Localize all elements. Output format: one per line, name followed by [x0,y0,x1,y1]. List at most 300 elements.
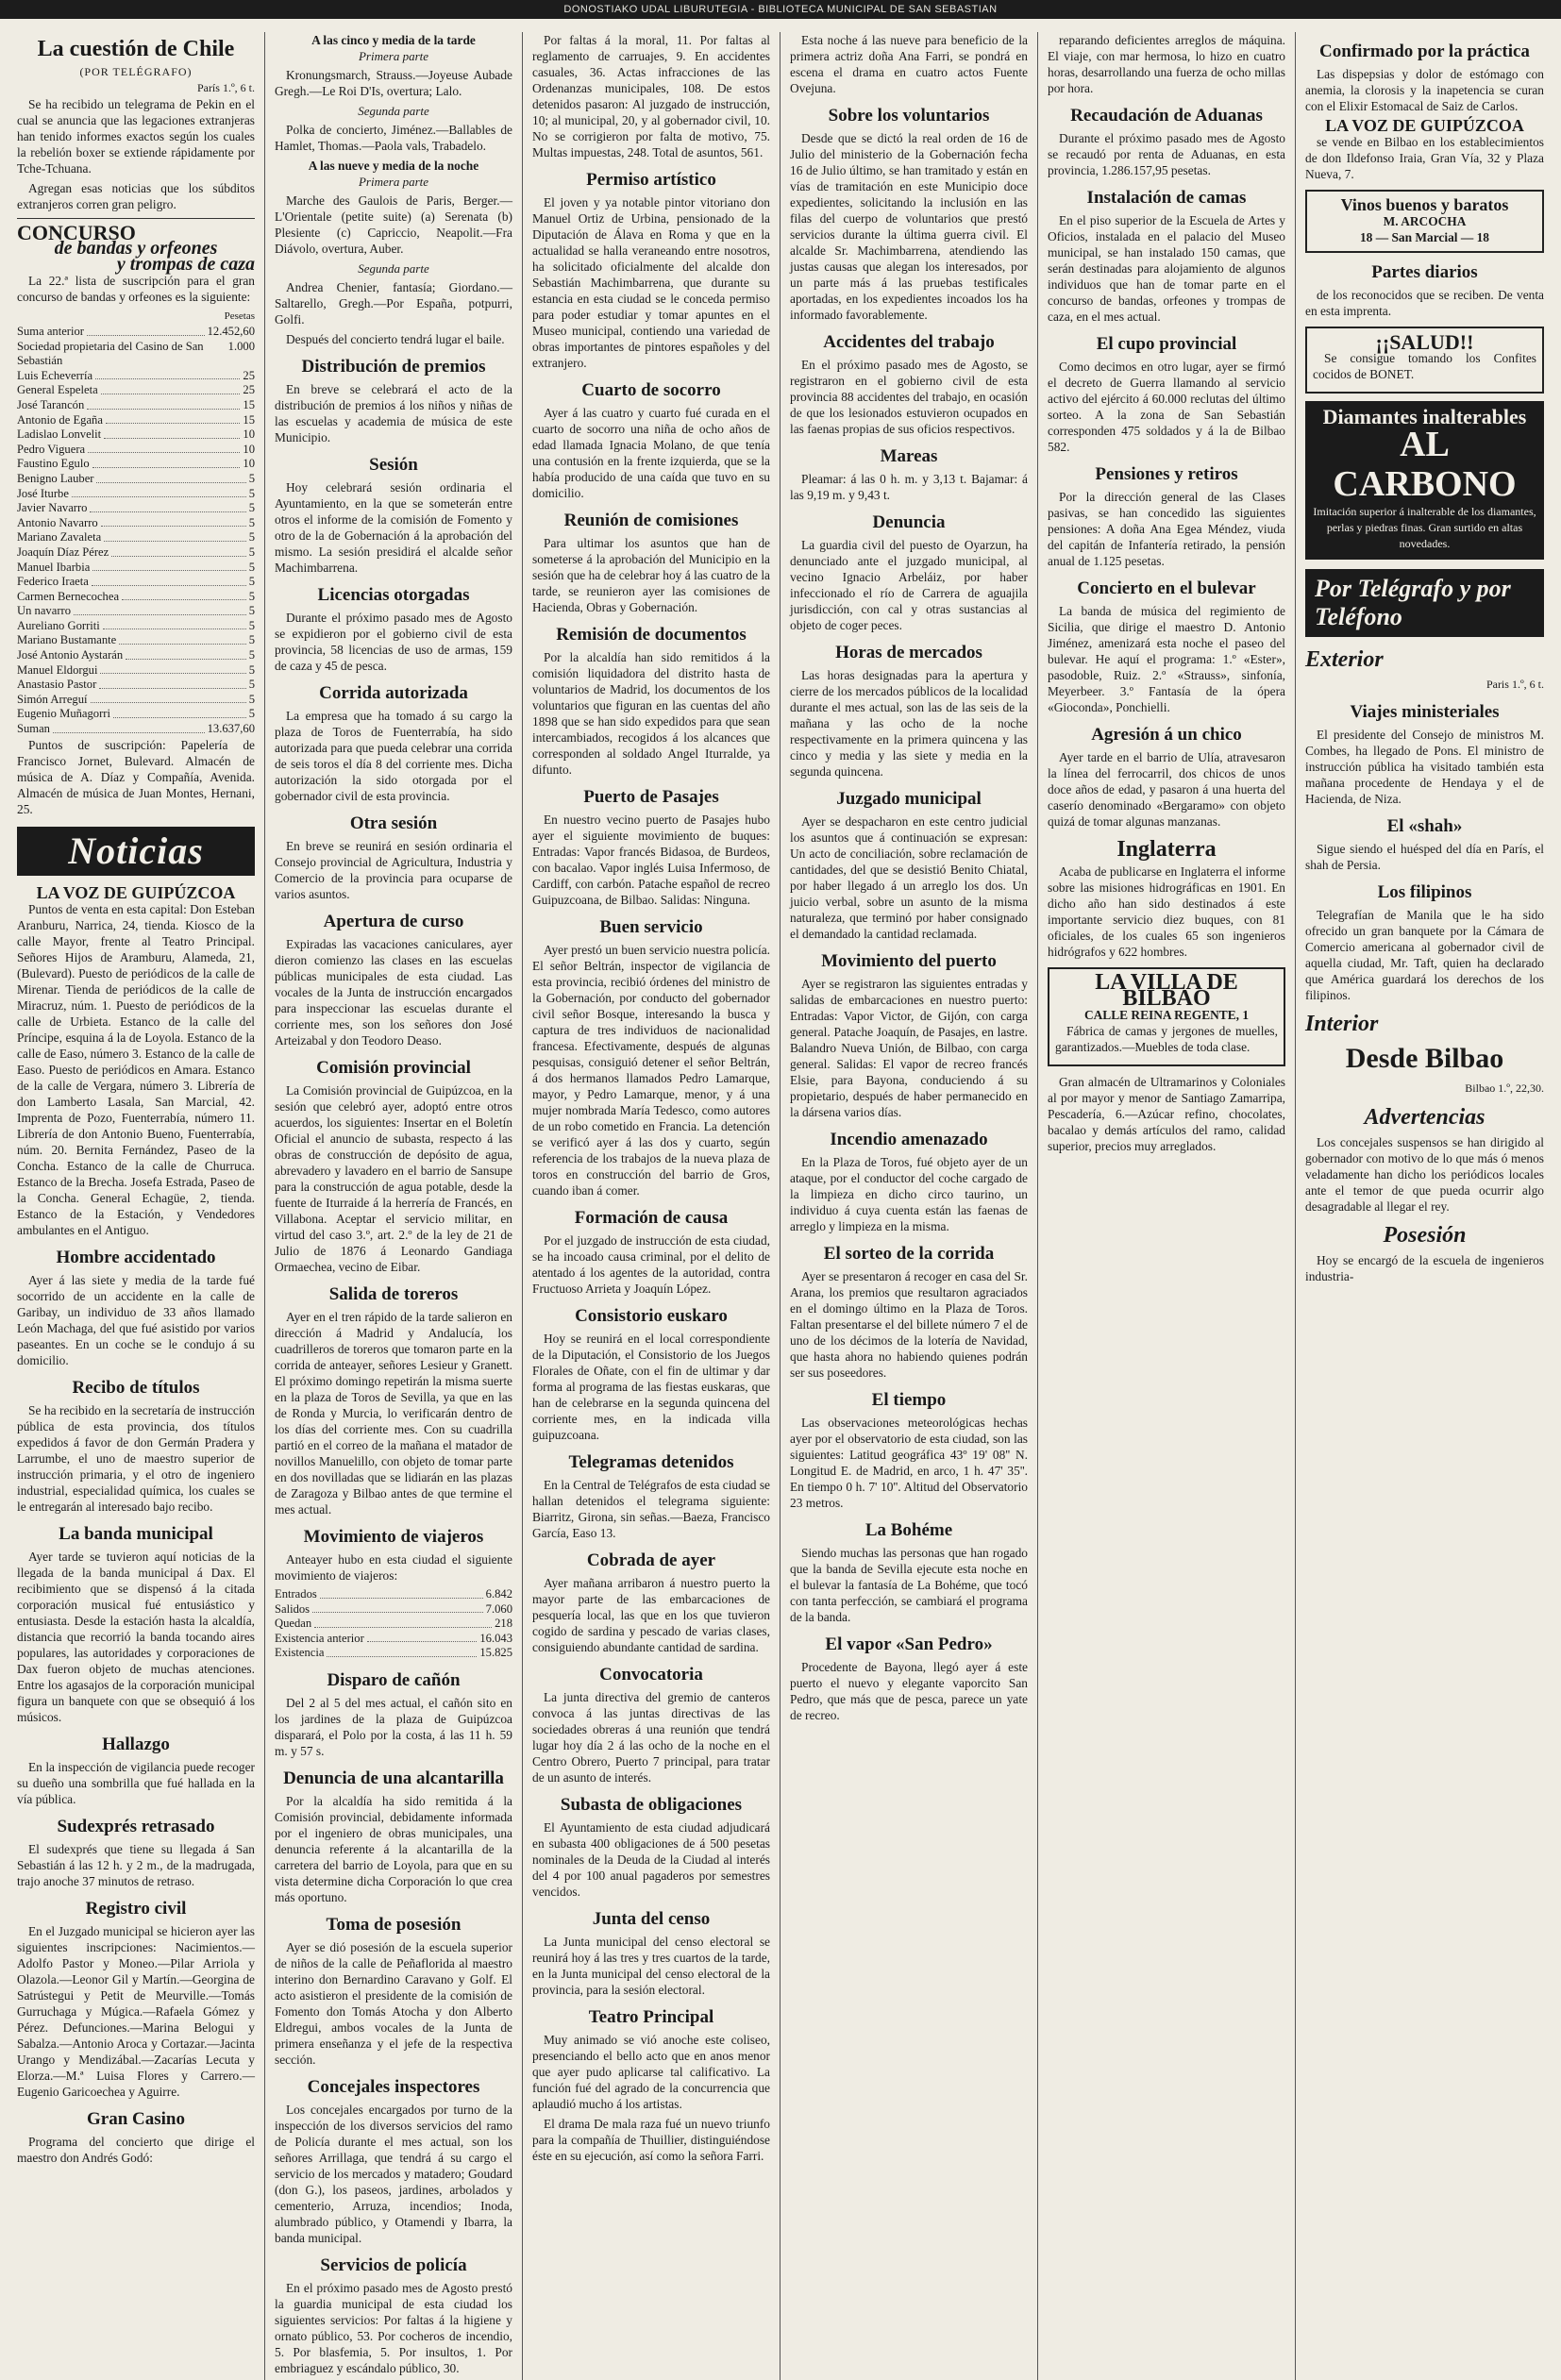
paragraph: Se consigue tomando los Confites cocidos de BONET. [1313,351,1536,381]
list-row-label: Luis Echeverría [17,368,93,382]
list-row-label: Mariano Zavaleta [17,530,102,545]
section-label: Interior [1305,1012,1379,1036]
leader-dots [367,1632,478,1643]
ad-salud [1305,327,1544,394]
paragraph: Esta noche á las nueve para beneficio de la primera actriz doña Ana Farri, se pondrá en escena el drama en cuatro actos Fuente Ovejuna. [790,33,1028,95]
list-row-label: Existencia anterior [275,1631,364,1645]
column-3 [523,32,780,2380]
leader-dots [95,369,240,380]
list-row-label: Manuel Ibarbia [17,560,91,574]
list-row-value: 5 [248,633,255,647]
section-heading: Partes diarios [1371,262,1478,282]
section-heading: Hallazgo [102,1734,170,1754]
section-heading: Junta del censo [592,1909,711,1929]
list-row-label: Mariano Bustamante [17,633,117,647]
section-heading: El sorteo de la corrida [823,1244,995,1264]
paragraph: Del 2 al 5 del mes actual, el cañón sito en los jardines de la plaza de Guipúzcoa disparará, el Polo por la costa, á las 11 h. 59 m. y 57 s. [275,1695,512,1758]
leader-dots [111,545,245,557]
list-row-value: 10 [243,427,255,442]
paragraph: El presidente del Consejo de ministros M. Combes, ha llegado de Pons. El ministro de instrucción pública ha visitado también esta mañana procedente de Hendaya y el de Hacienda, de Niza. [1305,728,1544,806]
column-2 [265,32,523,2380]
list-row [275,1617,512,1632]
list-row-value: 5 [248,515,255,529]
paragraph: Procedente de Bayona, llegó ayer á este puerto el nuevo y elegante vaporcito San Pedro, que más que de pesca, parece un yate de recreo. [790,1660,1028,1722]
section-heading: Toma de posesión [326,1914,462,1935]
list-row-label: Javier Navarro [17,501,88,515]
section-heading: Buen servicio [599,917,703,937]
leader-dots [104,427,240,439]
paragraph: Las observaciones meteorológicas hechas ayer por el observatorio de esta ciudad, son las siguientes: Latitud geográfica 43º 19' 08'' N. Longitud E. de Madrid, en arco, 1 h. 47' 35''. En tiempo 0 h. 7' 10''. Altitud del Observatorio 23 metros. [790,1416,1028,1510]
list-row-value: 5 [248,501,255,515]
column-1 [8,32,265,2380]
list-row-label: Benigno Lauber [17,471,94,485]
list-row-label: Eugenio Muñagorri [17,707,110,721]
list-row [17,340,255,369]
list-row-value: 25 [243,368,255,382]
section-heading: Viajes ministeriales [1350,702,1500,722]
section-heading: Remisión de documentos [556,625,747,645]
list-row [17,633,255,648]
list-row [17,457,255,472]
section-heading: Mareas [880,446,938,466]
list-row [17,707,255,722]
section-heading: Gran Casino [87,2108,185,2129]
paragraph: La empresa que ha tomado á su cargo la plaza de Toros de Fuenterrabía, ha sido autorizada para que pueda celebrar una corrida de seis toros el día 8 del corriente mes. Dicha autorización la sido otorgada por el gobernador civil de esta provincia. [275,709,512,803]
section-heading: Incendio amenazado [830,1130,988,1149]
paragraph: Ayer mañana arribaron á nuestro puerto la mayor parte de las embarcaciones de pesquería local, las que en los que tuvieron cogido de sardina y pescado de varias clases, consiguiendo abundante cantidad de sardina. [532,1576,770,1654]
section-heading: Corrida autorizada [319,683,468,703]
paragraph: Polka de concierto, Jiménez.—Ballables de Hamlet, Thomas.—Paola vals, Trabadelo. [275,123,512,153]
ad-title: ¡¡SALUD!! [1375,330,1474,354]
list-row-label: General Espeleta [17,383,98,397]
section-heading: Sudexprés retrasado [57,1816,215,1836]
section-heading: Salida de toreros [328,1284,459,1304]
leader-dots [314,1617,492,1628]
section-heading: Convocatoria [599,1665,703,1684]
paragraph: Hoy se reunirá en el local correspondiente de la Diputación, el Consistorio de los Juegos Florales de Oñate, con el fin de ultimar y dar forma al programa de las fiestas euskaras, que han de celebrarse en la segunda quincena del corriente mes, en la indicada villa guipuzcoana. [532,1332,770,1442]
paragraph: Los concejales encargados por turno de la inspección de los diversos servicios del ramo de Policía durante el mes actual, son los señores Arrillaga, que tendrá á su cargo el servicio de los mercados y matadero; Goudard (don G.), los paseos, jardines, arbolados y cementerio, Arruza, incendios; Inoda, alumbrado público, y Otamendi y Ibarra, la banda municipal. [275,2102,512,2245]
leader-dots [106,413,240,425]
list-row-value: 5 [248,648,255,662]
section-label: Exterior [1305,647,1384,672]
list-row-value: 5 [248,678,255,692]
paragraph: La Comisión provincial de Guipúzcoa, en la sesión que celebró ayer, adoptó entre otros acuerdos, los siguientes: Insertar en el Boletín Oficial el anuncio de subasta, respecto á las obras de construcción de depósito de agua, abrevadero y lavadero en el barrio de Sansupe para la construcción de agua potable, desde la fuente de Iturraide á la herrería de Francés, en Villabona. Aceptar el servicio militar, en virtud del caso 3.º, art. 2.º de la ley de 21 de Julio de 1876 á Leonardo Gandiaga Ormaechea, vecino de Eibar. [275,1083,512,1274]
leader-dots [101,516,246,528]
paragraph: Ayer tarde en el barrio de Ulía, atravesaron la línea del ferrocarril, dos chicos de unos doce años de edad, y pasaron á una huerta del caserío denominado «Bergaramo» con objeto quizá de tomar algunas manzanas. [1048,750,1285,829]
list-row [275,1602,512,1617]
section-heading: Pensiones y retiros [1095,464,1238,484]
paragraph: Ayer se registraron las siguientes entradas y salidas de embarcaciones en nuestro puerto: Entradas: Vapor Victor, de Gijón, con carga general. Patache Joaquín, de Pasajes, en lastre. Balandro Nueva Unión, de Bilbao, con carga general. Salidas: El vapor de recreo francés Elsie, para Bayona, conduciendo á su propietario, después de haber permanecido en la dársena varios días. [790,977,1028,1119]
list-row [17,325,255,340]
list-row-value: 5 [248,692,255,706]
section-heading: Subasta de obligaciones [560,1795,743,1815]
section-heading: El vapor «San Pedro» [825,1634,993,1654]
paragraph: Gran almacén de Ultramarinos y Coloniales al por mayor y menor de Santiago Zamarripa, Pescadería, 6.—Azúcar refino, chocolates, bacalao y demás artículos del ramo, calidad superior, precios muy arreglados. [1048,1075,1285,1153]
list-row-value: 5 [248,545,255,559]
paragraph: Telegrafían de Manila que le ha sido ofrecido un gran banquete por la Cámara de Comercio americana al gobernador civil de aquella ciudad, Mr. Taft, quien ha declarado que América guardará los derechos de los filipinos. [1305,908,1544,1002]
list-row-value: 5 [248,604,255,618]
ad-title: LA VILLA DE BILBAO [1095,970,1238,1011]
paragraph: En la inspección de vigilancia puede recoger su dueño una sombrilla que fué hallada en la vía pública. [17,1759,255,1806]
leader-dots [99,678,245,689]
paragraph: Pleamar: á las 0 h. m. y 3,13 t. Bajamar: á las 9,19 m. y 9,43 t. [790,472,1028,502]
section-heading: La banda municipal [59,1523,213,1544]
paragraph: Ayer prestó un buen servicio nuestra policía. El señor Beltrán, inspector de vigilancia de esta provincia, recibió órdenes del ministro de la Gobernación, por conducto del gobernador civil señor Bosque, interesando la busca y captura de tres individuos de nacionalidad francesa. Efectivamente, después de algunas pesquisas, consiguió detener el señor Beltrán, á dos hermanos llamados Pedro Lamarque, mayor, y Pedro Lamarque, menor, y á una mujer nombrada María Tedesco, como autores de un robo cometido en Francia. La detención se verificó ayer á las dos y cuarto, según referencia de los trabajos de la nueva plaza de toros en construcción del barrio de Gros, cuando iban á comer. [532,943,770,1198]
list-row [275,1632,512,1647]
list-row-label: Manuel Eldorgui [17,662,98,677]
paragraph: Kronungsmarch, Strauss.—Joyeuse Aubade Gregh.—Le Roi D'Is, overtura; Lalo. [275,68,512,98]
leader-dots [104,530,246,542]
dateline: París 1.º, 6 t. [196,81,255,94]
leader-dots [88,443,240,454]
list-row [17,487,255,502]
leader-dots [92,561,245,572]
paragraph: Anteayer hubo en esta ciudad el siguiente movimiento de viajeros: [275,1552,512,1583]
section-heading: Advertencias [1364,1105,1485,1130]
list-row-value: 13.637,60 [207,722,255,736]
list-row-label: Entrados [275,1587,317,1601]
section-heading: A las cinco y media de la tarde [311,33,476,47]
paragraph: En el piso superior de la Escuela de Artes y Oficios, instalada en el palacio del Museo municipal, se han instalado 150 camas, que serán destinadas para alojamiento de algunos individuos que han de tomar parte en el concurso de bandas, orfeones y trompas de caza, en el mes actual. [1048,213,1285,324]
list-row [17,590,255,605]
list-row-value: 5 [248,618,255,632]
paragraph: Expiradas las vacaciones caniculares, ayer dieron comienzo las clases en las escuelas públicas municipales de esta ciudad. Las vocales de la Junta de instrucción encargados para inspeccionar las escuelas durante el corriente mes, son los señores don José Arteizabal y don Teodoro Deaso. [275,937,512,1048]
paragraph: Ayer en el tren rápido de la tarde salieron en dirección á Madrid y Andalucía, los cuadrilleros de toreros que tomaron parte en la corrida de anteayer, señores Lesieur y Granett. El próximo domingo repetirán la misma suerte en la plaza de Toros de Sevilla, ya que en las de Ronda y Murcia, lo verificarán dentro de los días del corriente mes. Con su cuadrilla partió en el correo de la mañana el matador de novillos Manuelillo, con objeto de tomar parte en dos novilladas que se lidiarán en las plazas de Zaragoza y Bilbao antes de que termine el mes actual. [275,1310,512,1517]
list-row-label: Suman [17,722,50,736]
list-row-label: Salidos [275,1601,311,1616]
section-heading: Sesión [369,455,418,475]
paragraph: Los concejales suspensos se han dirigido al gobernador con motivo de lo que más ó menos veladamente han dicho los periódicos locales ante el temor de que pueda ocurrir algo desagradable al llegar el rey. [1305,1135,1544,1214]
list-row-value: 7.060 [485,1601,512,1616]
column-4 [780,32,1038,2380]
ad-text: Imitación superior á inalterable de los diamantes, perlas y piedras finas. Gran surtido en altas novedades. [1313,505,1536,550]
list-row-value: 5 [248,530,255,545]
paragraph: Durante el próximo pasado mes de Agosto se recaudó por renta de Aduanas, en esta provincia, 1.286.157,95 pesetas. [1048,131,1285,177]
section-heading: Servicios de policía [320,2254,467,2275]
section-heading: Reunión de comisiones [563,511,739,530]
leader-dots [312,1602,483,1614]
list-row [17,443,255,458]
paragraph: Ayer se despacharon en este centro judicial los asuntos que á continuación se expresan: Un acto de conciliación, sobre reclamación de cantidades, del que se desistió Benito Chiatal, por haber llegado á un arreglo los dos. Un juicio verbal, sobre un asunto de la misma naturaleza, que terminó por haber consignado el demandado la cantidad reclamada. [790,814,1028,941]
section-heading: Permiso artístico [586,170,716,190]
column-6 [1296,32,1553,2380]
section-title: LA VOZ DE GUIPÚZCOA [1325,116,1524,135]
list-row-label: Joaquín Díaz Pérez [17,545,109,559]
paragraph: En el próximo pasado mes de Agosto, se registraron en el gobierno civil de esta provincia 88 accidentes del trabajo, en ocasión de que los lesionados estuvieron ocupados en las faenas propias de sus oficios respectivos. [790,358,1028,436]
section-heading: Cobrada de ayer [586,1550,716,1570]
section-heading: Recibo de títulos [72,1377,200,1398]
list-row [17,561,255,576]
section-heading: Teatro Principal [588,2007,714,2027]
ad-diamantes [1305,401,1544,560]
list-row [17,530,255,545]
list-row-label: José Iturbe [17,486,69,500]
paragraph: Las horas designadas para la apertura y cierre de los mercados públicos de la localidad durante el mes actual, son las de las seis de la mañana y las ocho de la noche respectivamente en la primera quincena y las cinco y media y las siete y media en la segunda quincena. [790,668,1028,779]
paragraph: Las dispepsias y dolor de estómago con anemia, la clorosis y la inapetencia se curan con el Elixir Estomacal de Saiz de Carlos. [1305,67,1544,113]
list-row-value: 10 [243,457,255,471]
list-row-label: Ladislao Lonvelit [17,427,102,442]
section-heading: La Bohéme [864,1520,953,1540]
paragraph: El Ayuntamiento de esta ciudad adjudicará en subasta 400 obligaciones de á 500 pesetas nominales de la Deuda de la Ciudad al interés del 4 por 100 anual pagaderos por semestres vencidos. [532,1820,770,1899]
section-heading: Posesión [1383,1223,1467,1248]
paragraph: Se ha recibido un telegrama de Pekin en el cual se anuncia que las legaciones extranjeras han tenido informes exactos según los cuales la rebelión boxer se extiende rápidamente por Tche-Tchuana. [17,97,255,176]
leader-dots [113,707,246,718]
paragraph: Acaba de publicarse en Inglaterra el informe sobre las misiones hidrográficas en 1901. En dicho año han sido destinados á este importante servicio diez buques, con 81 oficiales, de los cuales 65 son ingenieros hidrógrafos y 622 hombres. [1048,864,1285,959]
list-row [17,398,255,413]
list-row-label: Sociedad propietaria del Casino de San Sebastián [17,339,204,368]
section-heading: Cuarto de socorro [581,380,721,400]
section-heading: Confirmado por la práctica [1319,42,1530,61]
section-heading: Movimiento de viajeros [303,1527,484,1547]
list-row-value: 6.842 [485,1587,512,1601]
paragraph: se vende en Bilbao en los establecimientos de don Ildefonso Iraia, Gran Vía, 32 y Plaza Nueva, 7. [1305,135,1544,181]
leader-dots [72,487,246,498]
paragraph: En breve se reunirá en sesión ordinaria el Consejo provincial de Agricultura, Industria y Comercio de la provincia para ocuparse de varios asuntos. [275,839,512,901]
list-row-value: 15.825 [479,1646,512,1660]
divider [17,218,255,219]
ad-villa-bilbao [1048,967,1285,1066]
sub-heading: Primera parte [358,49,429,63]
paragraph: Ayer tarde se tuvieron aquí noticias de la llegada de la banda municipal á Dax. El recibimiento que se dispensó á la citada corporación musical fué entusiástico y entusiasta. Desde la estación hasta la alcaldía, distancia que recorrió la banda tocando aires populares, las autoridades y corporaciones de Dax fueron objeto de muchas atenciones. Entre los agasajos de la corporación municipal figura un banquete con que se obsequió á los músicos. [17,1549,255,1724]
paragraph: Marche des Gaulois de Paris, Berger.—L'Orientale (petite suite) (a) Serenata (b) Plesiente (c) Capriccio, Neapolit.—Fra Diávolo, overtura, Auber. [275,193,512,256]
section-heading: Movimiento del puerto [821,951,997,971]
list-row [17,545,255,561]
leader-dots [74,604,246,615]
leader-dots [87,398,240,410]
list-row-value: 15 [243,412,255,427]
section-heading: Otra sesión [349,813,438,833]
list-row-label: Pedro Viguera [17,442,86,456]
leader-dots [100,663,245,675]
leader-dots [90,501,245,512]
section-heading: Concierto en el bulevar [1077,578,1256,598]
list-row-value: 25 [243,383,255,397]
list-row [17,413,255,428]
leader-dots [53,722,205,733]
section-heading: Licencias otorgadas [317,585,470,605]
paragraph: En el Juzgado municipal se hicieron ayer las siguientes inscripciones: Nacimientos.—Adolfo Pastor y Moneo.—Pilar Arriola y Olazola.—Leonor Gil y Martín.—Georgina de Satrústegui y Petit de Meurville.—Tomás Gurruchaga y Múgica.—Rafaela Gómez y Pérez. Defunciones.—Marina Belogui y Sabalza.—Antonio Aroca y Cortazar.—Jacinta Urango y Mendizábal.—Zacarías Lecuta y Elorza.—M.ª Luisa Flores y Carrero.—Eugenio Garicoechea y Aguirre. [17,1923,255,2099]
list-row-value: 5 [248,575,255,589]
section-heading: Instalación de camas [1086,188,1247,208]
list-row-label: José Antonio Aystarán [17,648,124,662]
list-row-label: Anastasio Pastor [17,678,97,692]
list-row-value: 5 [248,560,255,574]
ad-subtitle: M. ARCOCHA [1383,214,1467,228]
list-row [17,604,255,619]
list-row [17,663,255,679]
paragraph: Por la alcaldía ha sido remitida á la Comisión provincial, debidamente informada por el ingeniero de obras municipales, una denuncia referente á la alcantarilla de la carretera del barrio de Loyola, para que en su vista determine dicha Corporación lo que crea más oportuno. [275,1793,512,1904]
section-heading: Telegramas detenidos [568,1452,734,1472]
paragraph: Programa del concierto que dirige el maestro don Andrés Godó: [17,2134,255,2165]
paragraph: La 22.ª lista de suscripción para el gran concurso de bandas y orfeones es la siguiente: [17,274,255,304]
paragraph: Sigue siendo el huésped del día en París, el shah de Persia. [1305,842,1544,872]
paragraph: Desde que se dictó la real orden de 16 de Julio del ministerio de la Gobernación fecha 16 de Julio último, se han tramitado y están en vías de tramitación en este Municipio doce expedientes, solicitando la inclusión en las filas del cuerpo de voluntarios que prestó servicios durante la última guerra civil. El alcalde Sr. Machimbarrena, atendiendo las justas causas que alegan los interesados, por un parte más á las pruebas testificales aportadas, en los expedientes incoados los ha informado favorablemente. [790,131,1028,322]
ad-address: 18 — San Marcial — 18 [1359,230,1489,244]
paragraph: En la Central de Telégrafos de esta ciudad se hallan detenidos el telegrama siguiente: Biarritz, Girona, sin señas.—Baeza, Francisco García, Easo 13. [532,1478,770,1540]
list-row-value: 1.000 [227,339,255,353]
section-heading: Distribución de premios [301,357,486,377]
section-heading: Disparo de cañón [327,1669,461,1690]
list-row-label: José Tarancón [17,397,85,411]
leader-dots [320,1587,483,1599]
paragraph: Por faltas á la moral, 11. Por faltas al reglamento de carruajes, 9. En accidentes casuales, 36. Actas infracciones de las Ordenanzas municipales, 108. De estos detenidos pasaron: Al juzgado de instrucción, 10; al municipal, 20, y al gobernador civil, 10. No se corrigieron por falta de motivo, 75. Multas impuestas, 248. Total de asuntos, 561. [532,33,770,159]
list-row-label: Antonio de Egaña [17,412,103,427]
paragraph: Hoy se encargó de la escuela de ingenieros industria- [1305,1253,1544,1283]
paragraph: Agregan esas noticias que los súbditos extranjeros corren gran peligro. [17,181,255,211]
list-row [17,383,255,398]
list-row [17,648,255,663]
list-row-label: Antonio Navarro [17,515,98,529]
section-heading: Denuncia de una alcantarilla [283,1768,504,1788]
leader-dots [91,693,246,704]
list-row-value: 5 [248,662,255,677]
paragraph: Hoy celebrará sesión ordinaria el Ayuntamiento, en la que se someterán entre otros el informe de la comisión de Fomento y otro de la de Gobernación á la aprobación del mismo. La sesión presidirá el alcalde señor Machimbarrena. [275,480,512,575]
list-row-label: Simón Arreguí [17,692,88,706]
list-row-value: 5 [248,707,255,721]
list-row-label: Suma anterior [17,325,84,338]
paragraph: Durante el próximo pasado mes de Agosto se expidieron por el gobierno civil de esta provincia, 58 licencias de uso de armas, 159 de caza y 45 de pesca. [275,611,512,673]
list-row [17,678,255,693]
paragraph: Puntos de suscripción: Papelería de Francisco Jornet, Bulevard. Almacén de música de A. Díaz y Compañía, Avenida. Almacén de música de Juan Montes, Hernani, 25. [17,737,255,816]
paragraph: En el próximo pasado mes de Agosto prestó la guardia municipal de esta ciudad los siguientes servicios: Por faltas á la higiene y ornato público, 53. Por cocheros de incendio, 5. Por blasfemia, 5. Por insultos, 1. Por embriaguez y escándalo público, 30. [275,2280,512,2375]
list-row [275,1587,512,1602]
section-heading: Puerto de Pasajes [583,787,719,807]
list-header: Pesetas [224,310,255,322]
paragraph: Para ultimar los asuntos que han de someterse á la aprobación del Municipio en la sesión que ha de celebrar hoy á las cuatro de la tarde, se reunieron ayer las comisiones de Hacienda, Obras y Gobernación. [532,536,770,614]
list-row-value: 12.452,60 [207,325,255,338]
paragraph: Siendo muchas las personas que han rogado que la banda de Sevilla ejecute esta noche en el bulevar la fantasía de La Bohéme, que tocó con tanta perfección, se cambiará el programa de la banda. [790,1546,1028,1624]
section-heading: El tiempo [871,1390,947,1410]
list-row [17,501,255,516]
paragraph: La junta directiva del gremio de canteros convoca á las juntas directivas de las sociedades obreras á una reunión que tendrá lugar hoy día 2 á las ocho de la noche en el Centro Obrero, Puerto 7 principal, para tratar de un asunto de interés. [532,1690,770,1785]
section-heading: El «shah» [1386,816,1463,836]
paragraph: En la Plaza de Toros, fué objeto ayer de un ataque, por el conductor del coche cargado de la limpieza en dicho circo taurino, un individuo á cuya cuenta están las faenas de arreglo y limpieza en la misma. [790,1155,1028,1233]
list-row-label: Carmen Bernecochea [17,589,120,603]
paragraph: Ayer se dió posesión de la escuela superior de niños de la calle de Peñaflorida al maestro interino don Bernardino Caravano y Golf. El acto asistieron el presidente de la comisión de Fomento don Tomás Atocha y don Alberto Eldregui, ambos vocales de la Junta de primera enseñanza y el jefe de la respectiva sección. [275,1939,512,2067]
section-heading: Juzgado municipal [836,789,982,809]
section-heading: Hombre accidentado [56,1247,216,1267]
sub-heading: Primera parte [358,175,429,189]
leader-dots [87,325,205,336]
section-heading: Recaudación de Aduanas [1070,106,1263,126]
list-row [17,619,255,634]
subscription-list [17,325,255,737]
list-row [17,472,255,487]
paragraph: Como decimos en otro lugar, ayer se firmó el decreto de Guerra llamando al servicio activo del ejército á 60.000 reclutas del último sorteo. A la zona de San Sebastián corresponden 475 soldados y á la de Bilbao 582. [1048,360,1285,454]
section-heading: Inglaterra [1116,837,1217,862]
section-heading: Horas de mercados [835,643,982,662]
archive-header: DONOSTIAKO UDAL LIBURUTEGIA - BIBLIOTECA MUNICIPAL DE SAN SEBASTIAN [0,0,1561,19]
list-row-value: 5 [248,471,255,485]
list-row-label: Un navarro [17,604,71,618]
telegrafo-banner: Por Telégrafo y por Teléfono [1305,569,1544,637]
ad-title: Vinos buenos y baratos [1340,195,1509,214]
sub-heading: Segunda parte [358,104,429,118]
paragraph: Andrea Chenier, fantasía; Giordano.—Saltarello, Gregh.—Por España, potpurri, Golfi. [275,280,512,327]
section-heading: Consistorio euskaro [575,1306,728,1326]
list-row-label: Aureliano Gorriti [17,618,100,632]
paragraph: Después del concierto tendrá lugar el baile. [286,332,505,346]
concurso-subtitle: de bandas y orfeones [54,238,218,259]
concurso-subtitle-2: y trompas de caza [116,254,255,275]
paragraph: Puntos de venta en esta capital: Don Esteban Aranburu, Narrica, 24, tienda. Kiosco de la calle Mayor, frente al Teatro Principal. Señores Hijos de Aramburu, Alameda, 21, (Bulevard). Puesto de periódicos de la calle de Mirenar. Tienda de periódicos de la calle de Miracruz, núm. 1. Puesto de periódicos de la calle de Urbieta. Estanco de la calle del Príncipe, esquina á la de Loyola. Estanco de la calle de Easo, número 3. Estanco de la calle de Easo. Puesto de periódicos en Amara. Estanco de la calle de Vergara, número 3. Librería de don Lamberto Lasala, San Marcial, 42. Imprenta de Pozo, Fuenterrabía, número 11. Librería de don Antonio Bueno, Fuenterrabía, núm. 20. Bernita Fernández, Paseo de la Concha. Estanco de la calle de Churruca. Estanco de la Brecha. Josefa Estrada, Paseo de la Concha. General Echagüe, 2, tienda. Estanco de la Estación, y Vendedores ambulantes en el Antiguo. [17,901,255,1237]
paragraph: Fábrica de camas y jergones de muelles, garantizados.—Muebles de toda clase. [1055,1024,1278,1054]
leader-dots [96,472,245,483]
section-heading: Concejales inspectores [307,2076,480,2097]
list-row-value: 218 [495,1617,512,1631]
section-heading: Agresión á un chico [1091,725,1242,745]
paragraph: El drama De mala raza fué un nuevo triunfo para la compañía de Thuillier, distinguiéndose éste en su ejecución, así como la señora Farri. [532,2117,770,2163]
column-5 [1038,32,1296,2380]
list-row [275,1646,512,1661]
ad-title: Diamantes inalterables [1322,405,1527,428]
list-row-label: Existencia [275,1646,325,1660]
list-row [17,516,255,531]
leader-dots [92,575,246,586]
section-heading: Accidentes del trabajo [823,332,995,352]
list-row [17,427,255,443]
paragraph: La banda de música del regimiento de Sicilia, que dirige el maestro D. Antonio Jiménez, amenizará esta noche el paseo del bulevar. He aquí el programa: 1.º «Ester», pasodoble, Ruiz. 2.º «Strauss», sinfonía, Meyerbeer. 3.º Fantasía de la ópera «Gioconda», Ponchielli. [1048,604,1285,714]
paragraph: Ayer á las siete y media de la tarde fué socorrido de un accidente en la calle de Garibay, un individuo de 33 años llamado León Machaga, del que fué asistido por varios paseantes. En un coche se le condujo á su domicilio. [17,1272,255,1367]
byline: (POR TELÉGRAFO) [79,65,193,78]
paragraph: El sudexprés que tiene su llegada á San Sebastián á las 12 h. y 2 m., de la madrugada, trajo anoche 37 minutos de retraso. [17,1841,255,1888]
section-heading: A las nueve y media de la noche [308,159,479,173]
ad-headline: AL CARBONO [1333,425,1517,504]
paragraph: Se ha recibido en la secretaría de instrucción pública de esta provincia, dos títulos expedidos á favor de don Germán Pradera y Larrumbe, el uno de maestro superior de instrucción primaria, y el otro de ingeniero industrial, especialidad química, los cuales se le entregarán al interesado bajo recibo. [17,1402,255,1514]
list-row [17,722,255,737]
paragraph: El joven y ya notable pintor vitoriano don Manuel Ortiz de Urbina, pensionado de la Diputación de Álava en Roma y que en la actualidad se halla veraneando entre nosotros, ha solicitado oficialmente del alcalde don Sebastián Machimbarrena, que durante su estancia en esta ciudad se le conceda permiso para poder estudiar y tomar apuntes en el Museo municipal, contiendo una variedad de obras importantes de pintores españoles y del extranjero. [532,195,770,370]
leader-dots [126,648,246,660]
paragraph: Ayer á las cuatro y cuarto fué curada en el cuarto de socorro una niña de ocho años de edad llamada Ignacia Molano, de que tenía una contusión en la frente izquierda, que se la había producido de una caída que tuvo en su domicilio. [532,406,770,500]
list-row [17,693,255,708]
list-row [17,575,255,590]
list-row-label: Federico Iraeta [17,575,89,589]
list-row-value: 16.043 [479,1631,512,1645]
section-heading: Los filipinos [1377,882,1472,902]
section-heading: Denuncia [872,512,946,532]
paragraph: En nuestro vecino puerto de Pasajes hubo ayer el siguiente movimiento de buques: Entradas: Vapor francés Bidasoa, de Burdeos, con bacalao. Vapor inglés Luisa Infermoso, de Cardiff, con carbón. Patache español de recreo Guipuzcoana, de Bilbao. Salidas: Ninguna. [532,813,770,907]
list-row-value: 5 [248,589,255,603]
paragraph: reparando deficientes arreglos de máquina. El viaje, con mar hermosa, lo hizo en cuatro horas, desarrollando una fuerza de ocho millas por hora. [1048,33,1285,95]
paragraph: Por la dirección general de las Clases pasivas, se han concedido las siguientes pensiones: A doña Ana Egea Méndez, viuda del capitán de Infantería retirado, la pensión anual de 1.125 pesetas. [1048,490,1285,568]
paragraph: La guardia civil del puesto de Oyarzun, ha denunciado ante el juzgado municipal, al vecino Ignacio Arbeláiz, por haber infeccionado el río de Carrera de aguajila jurisdicción, con cal y otras sustancias al objeto de coger peces. [790,538,1028,632]
concurso-title: CONCURSO [17,221,136,244]
paragraph: de los reconocidos que se reciben. De venta en esta imprenta. [1305,288,1544,318]
list-row-label: Quedan [275,1617,312,1631]
list-row-value: 5 [248,486,255,500]
leader-dots [327,1646,477,1657]
leader-dots [103,619,246,630]
leader-dots [119,633,245,645]
movement-table [275,1587,512,1661]
section-heading: Apertura de curso [323,912,464,931]
dateline: Bilbao 1.º, 22,30. [1465,1081,1544,1095]
paragraph: Muy animado se vió anoche este coliseo, presenciando el bello acto que en anos menor que ayer pudo aplicarse tal calificativo. La función fué del agrado de la concurrencia que aplaudió mucho á los artistas. [532,2033,770,2111]
leader-dots [122,590,246,601]
leader-dots [92,457,241,468]
sub-heading: Segunda parte [358,261,429,276]
ad-vinos [1305,190,1544,253]
paragraph: En breve se celebrará el acto de la distribución de premios á los niños y niñas de las escuelas y academia de música de este Municipio. [275,382,512,444]
list-row-value: 10 [243,442,255,456]
article-title-chile: La cuestión de Chile [37,37,235,61]
list-row [17,369,255,384]
paragraph: La Junta municipal del censo electoral se reunirá hoy á las tres y tres cuartos de la tarde, en la Junta municipal del censo electoral de la provincia, para la sesión electoral. [532,1935,770,1997]
ad-address: CALLE REINA REGENTE, 1 [1083,1008,1250,1022]
noticias-banner: Noticias [17,827,255,876]
paragraph: Ayer se presentaron á recoger en casa del Sr. Arana, los premios que resultaron agraciados en el domingo último en la Plaza de Toros. Faltan presentarse el del billete número 7 el de uno de los décimos de la lotería de Navidad, que hasta ahora no habiendo quienes podrán ser sus poseedores. [790,1269,1028,1380]
list-row-value: 15 [243,397,255,411]
